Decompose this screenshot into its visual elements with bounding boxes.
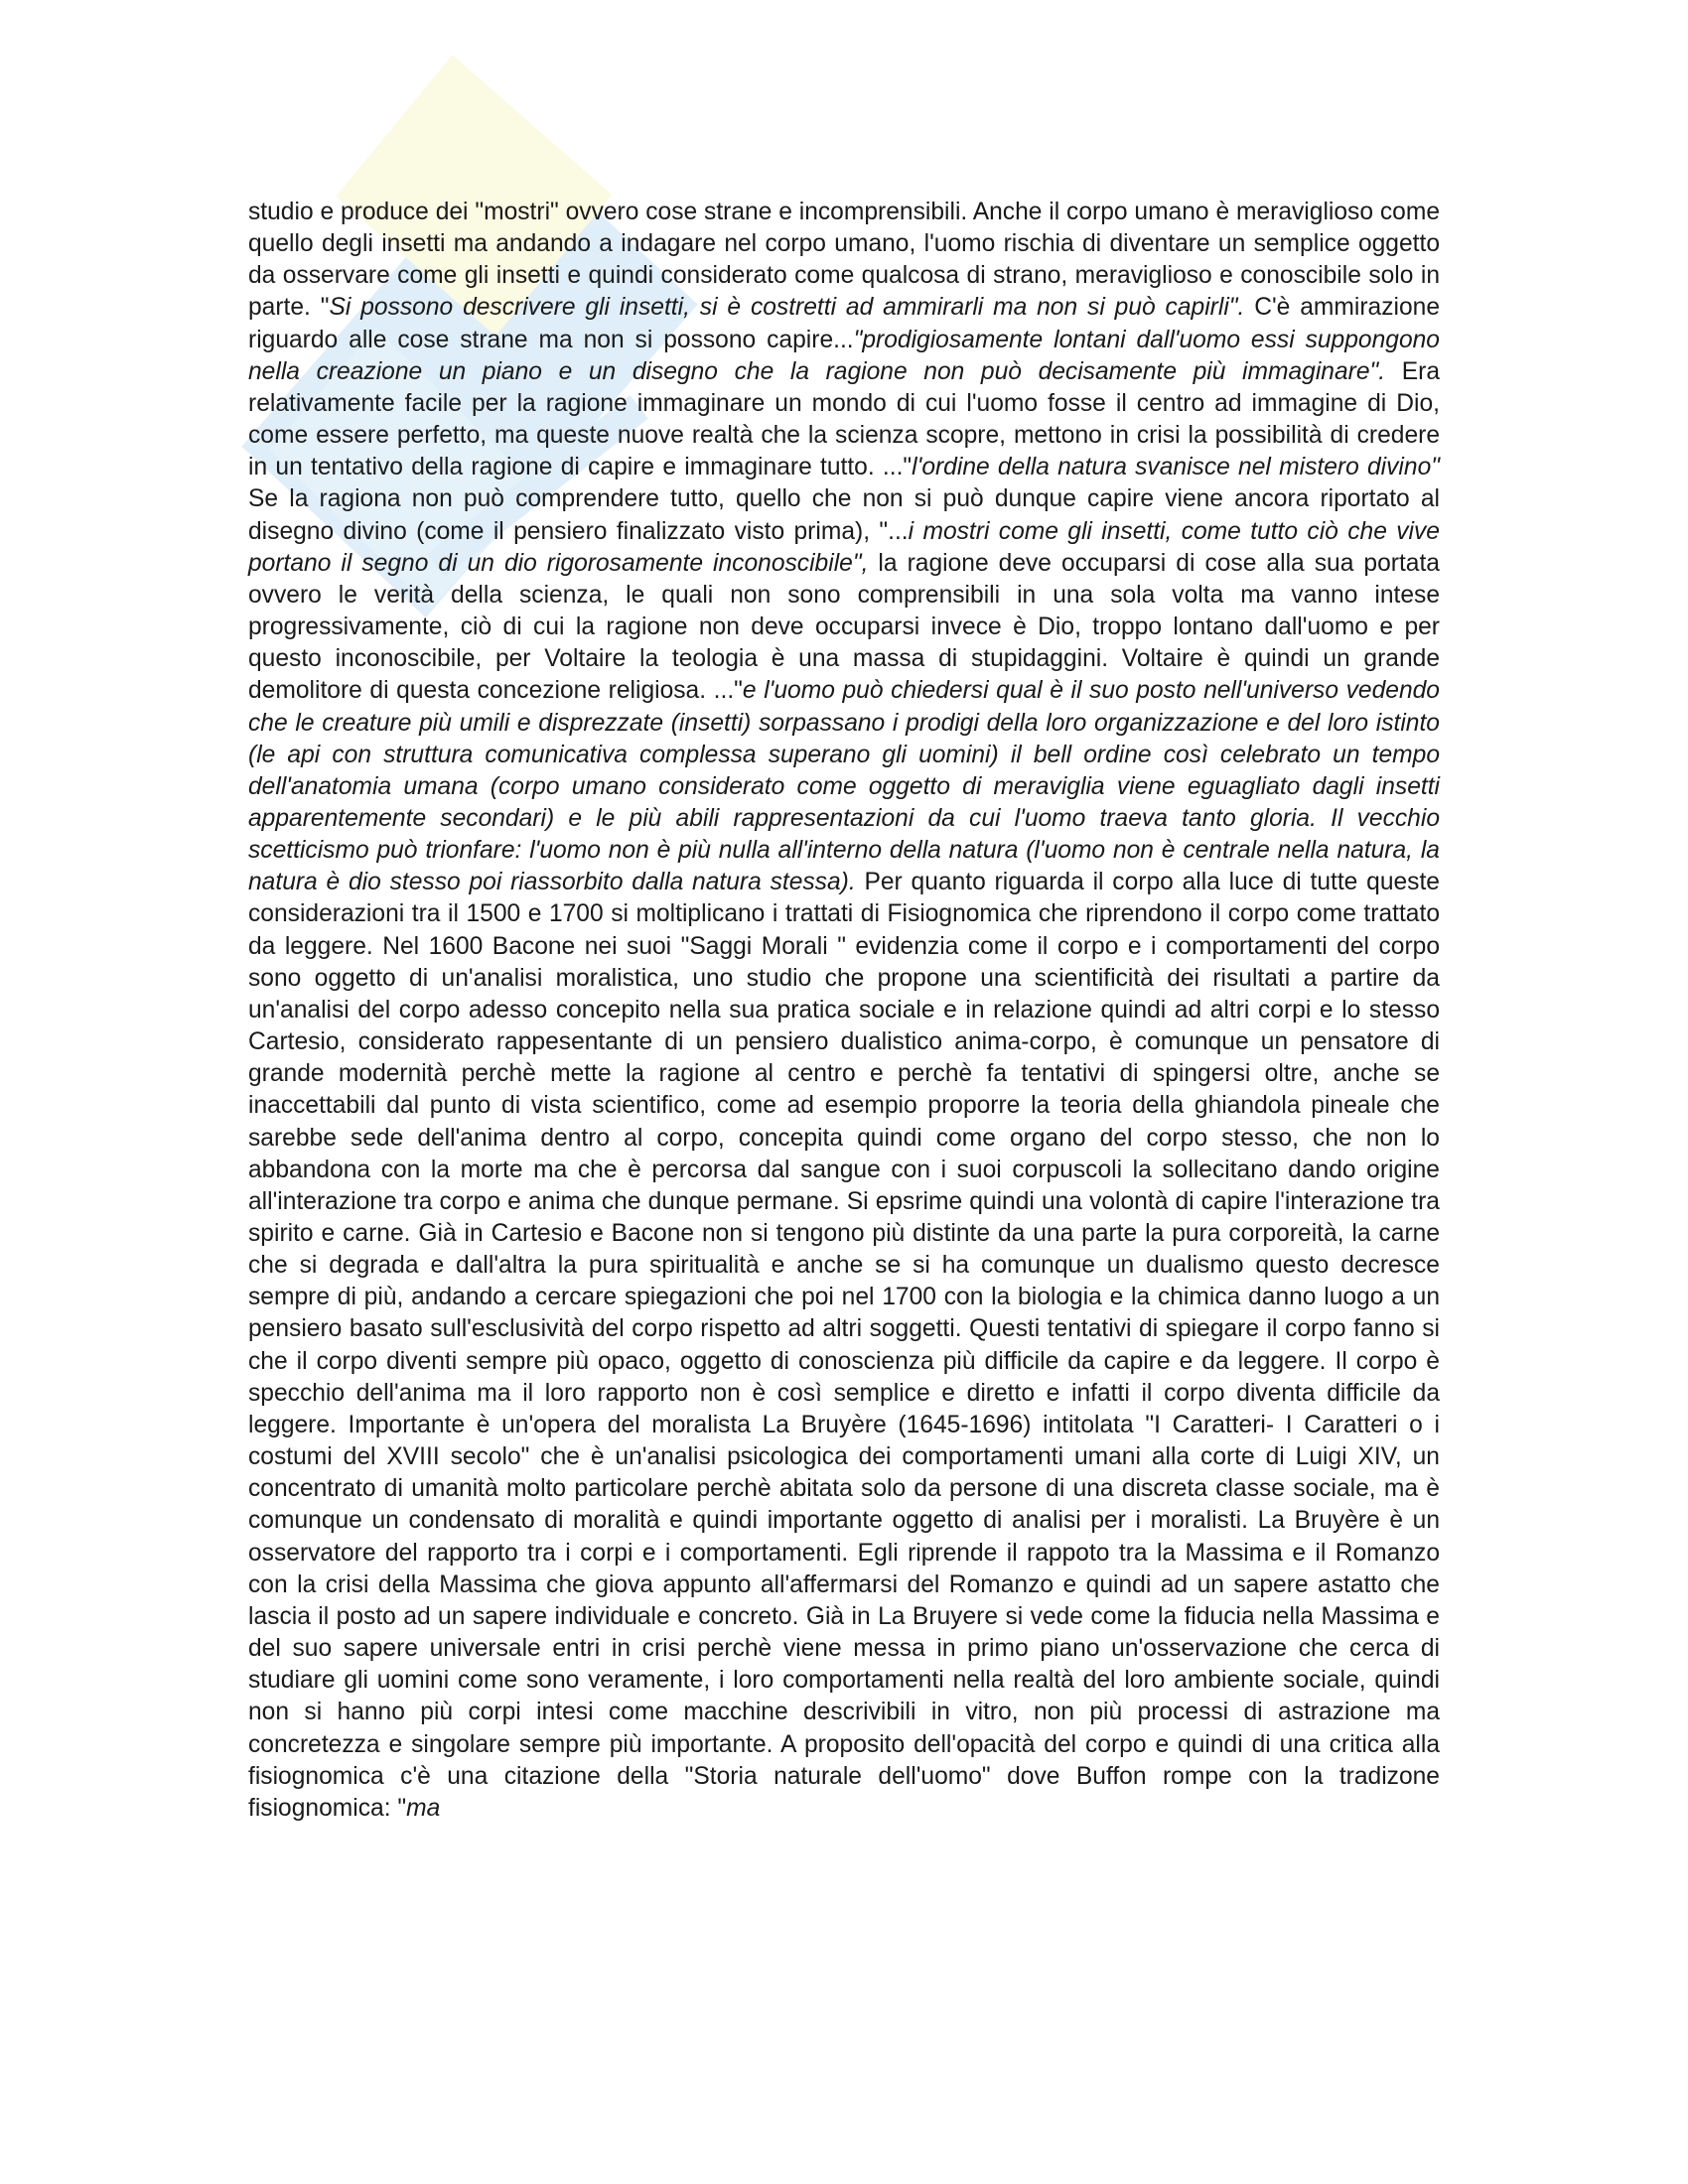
italic-quote: e l'uomo può chiedersi qual è il suo posto nell'universo vedendo che le creature più umili e disprezzate (insetti) sorpassano i prodigi della loro organizzazione e del loro istinto (le api con struttura comunicativa complessa superano gli uomini) il bell ordine così celebrato un tempo dell'anatomia umana (corpo umano considerato come oggetto di meraviglia viene eguagliato dagli insetti apparentemente secondari) e le più abili rappresentazioni da cui l'uomo traeva tanto gloria. Il vecchio scetticismo può trionfare: l'uomo non è più nulla all'interno della natura (l'uomo non è centrale nella natura, la natura è dio stesso poi riassorbito dalla natura stessa). [248,677,1440,896]
text-segment: la ragione deve occuparsi di cose alla sua portata ovvero le verità della scienza, le quali non sono comprensibili in una sola volta ma vanno intese progressivamente, ciò di cui la ragione non deve occuparsi invece è Dio, troppo lontano dall'uomo e per questo inconoscibile, per Voltaire la teologia è una massa di stupidaggini. Voltaire è quindi un grande demolitore di questa concezione religiosa. ..." [248,549,1440,705]
text-segment: Era relativamente facile per la ragione immaginare un mondo di cui l'uomo fosse il centro ad immagine di Dio, come essere perfetto, ma queste nuove realtà che la scienza scopre, mettono in crisi la possibilità di credere in un tentativo della ragione di capire e immaginare tutto. ..." [248,357,1440,481]
text-segment: Se la ragiona non può comprendere tutto, quello che non si può dunque capire viene ancora riportato al disegno divino (come il pensiero finalizzato visto prima), "... [248,485,1440,545]
italic-quote: l'ordine della natura svanisce nel mistero divino" [912,454,1440,481]
italic-quote: "prodigiosamente lontani dall'uomo essi suppongono nella creazione un piano e un disegno che la ragione non può decisamente più immaginare". [248,326,1440,385]
body-text [248,197,1440,1825]
italic-quote: ma [406,1794,441,1822]
italic-quote: Si possono descrivere gli insetti, si è costretti ad ammirarli ma non si può capirli". [329,294,1245,322]
text-segment: studio e produce dei "mostri" ovvero cose strane e incomprensibili. Anche il corpo umano è meraviglioso come quello degli insetti ma andando a indagare nel corpo umano, l'uomo rischia di diventare un semplice oggetto da osservare come gli insetti e quindi considerato come qualcosa di strano, meraviglioso e conoscibile solo in parte. " [248,199,1440,322]
italic-quote: i mostri come gli insetti, come tutto ciò che vive portano il segno di un dio rigorosamente inconoscibile", [248,517,1440,577]
text-segment: Per quanto riguarda il corpo alla luce di tutte queste considerazioni tra il 1500 e 1700 si moltiplicano i trattati di Fisiognomica che riprendono il corpo come trattato da leggere. Nel 1600 Bacone nei suoi "Saggi Morali " evidenzia come il corpo e i comportamenti del corpo sono oggetto di un'analisi moralistica, uno studio che propone una scientificità dei risultati a partire da un'analisi del corpo adesso concepito nella sua pratica sociale e in relazione quindi ad altri corpi e lo stesso Cartesio, considerato rappesentante di un pensiero dualistico anima-corpo, è comunque un pensatore di grande modernità perchè mette la ragione al centro e perchè fa tentativi di spingersi oltre, anche se inaccettabili dal punto di vista scientifico, come ad esempio proporre la teoria della ghiandola pineale che sarebbe sede dell'anima dentro al corpo, concepita quindi come organo del corpo stesso, che non lo abbandona con la morte ma che è percorsa dal sangue con i suoi corpuscoli la sollecitano dando origine all'interazione tra corpo e anima che dunque permane. Si epsrime quindi una volontà di capire l'interazione tra spirito e carne. Già in Cartesio e Bacone non si tengono più distinte da una parte la pura corporeità, la carne che si degrada e dall'altra la pura spiritualità e anche se si ha comunque un dualismo questo decresce sempre di più, andando a cercare spiegazioni che poi nel 1700 con la biologia e la chimica danno luogo a un pensiero basato sull'esclusività del corpo rispetto ad altri soggetti. Questi tentativi di spiegare il corpo fanno si che il corpo diventi sempre più opaco, oggetto di conoscienza più difficile da capire e da leggere. Il corpo è specchio dell'anima ma il loro rapporto non è così semplice e diretto e infatti il corpo diventa difficile da leggere. Importante è un'opera del moralista La Bruyère (1645-1696) intitolata "I Caratteri- I Caratteri o i costumi del XVIII secolo" che è un'analisi psicologica dei comportamenti umani alla corte di Luigi XIV, un concentrato di umanità molto particolare perchè abitata solo da persone di una discreta classe sociale, ma è comunque un condensato di moralità e quindi importante oggetto di analisi per i moralisti. La Bruyère è un osservatore del rapporto tra i corpi e i comportamenti. Egli riprende il rappoto tra la Massima e il Romanzo con la crisi della Massima che giova appunto all'affermarsi del Romanzo e quindi ad un sapere astatto che lascia il posto ad un sapere individuale e concreto. Già in La Bruyere si vede come la fiducia nella Massima e del suo sapere universale entri in crisi perchè viene messa in primo piano un'osservazione che cerca di studiare gli uomini come sono veramente, i loro comportamenti nella realtà del loro ambiente sociale, quindi non si hanno più corpi intesi come macchine descrivibili in vitro, non più processi di astrazione ma concretezza e singolare sempre più importante. A proposito dell'opacità del corpo e quindi di una critica alla fisiognomica c'è una citazione della "Storia naturale dell'uomo" dove Buffon rompe con la tradizone fisiognomica: " [248,869,1440,1822]
text-segment: C'è ammirazione riguardo alle cose strane ma non si possono capire... [248,294,1440,353]
